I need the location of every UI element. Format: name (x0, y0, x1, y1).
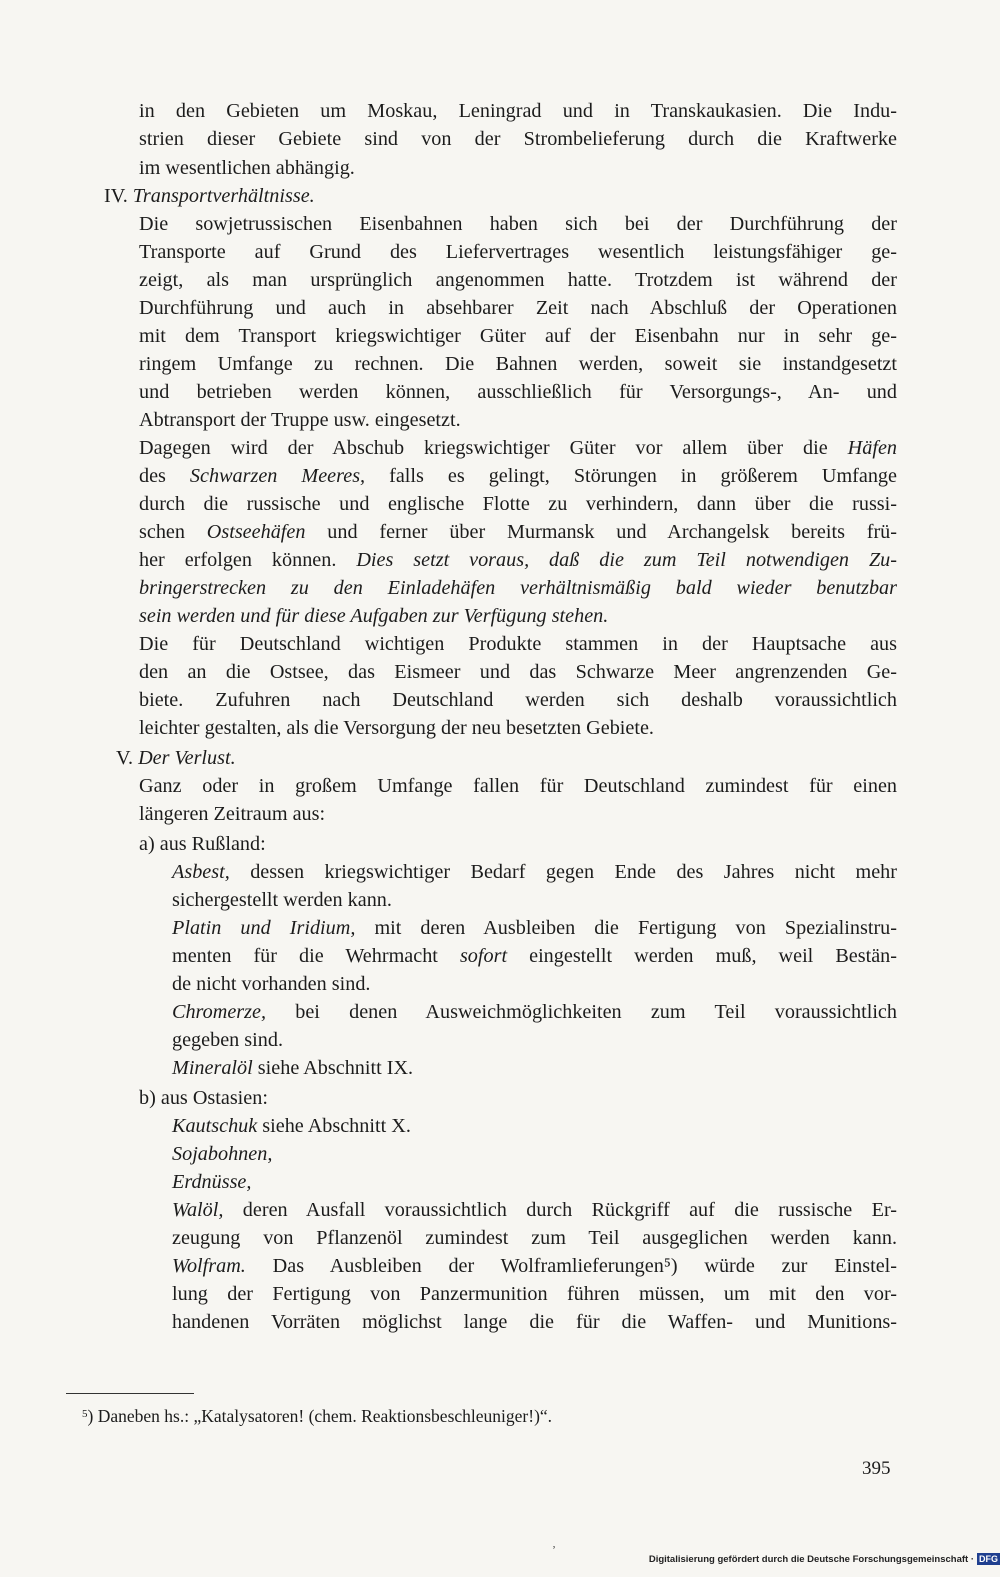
footnote-marker: 5 (82, 1408, 88, 1420)
text-line: gegeben sind. (172, 1029, 284, 1051)
text-line: Durchführung und auch in absehbarer Zeit nach Abschluß der Operationen (139, 297, 897, 319)
text-run: siehe Abschnitt X. (257, 1115, 411, 1137)
text-run: IV. (104, 185, 133, 207)
text-line: und betrieben werden können, ausschließlich für Versorgungs-, An- und (139, 381, 897, 403)
text-run: eingestellt werden muß, weil Bestän- (507, 945, 897, 967)
text-run: her erfolgen können. (139, 549, 357, 571)
italic-run: Wolfram. (172, 1255, 246, 1277)
italic-run: Walöl, (172, 1199, 224, 1221)
text-run: schen (139, 521, 207, 543)
text-line (139, 466, 897, 486)
text-run: und ferner über Murmansk und Archangelsk bereits frü- (305, 521, 897, 543)
text-line: de nicht vorhanden sind. (172, 973, 371, 995)
italic-run: Dies setzt voraus, daß die zum Teil notwendigen Zu- (356, 549, 897, 571)
italic-run: Kautschuk (172, 1115, 258, 1137)
text-run: falls es gelingt, Störungen in größerem Umfange (365, 465, 897, 487)
italic-run: sofort (459, 945, 508, 967)
text-line: sichergestellt werden kann. (172, 889, 392, 911)
text-line (104, 186, 315, 206)
digitization-credit: Digitalisierung gefördert durch die Deutsche Forschungsgemeinschaft · (648, 1553, 974, 1565)
italic-run: Asbest, (172, 861, 230, 883)
digitization-footer (606, 1551, 1000, 1567)
text-line (139, 522, 897, 542)
text-line: b) aus Ostasien: (139, 1087, 268, 1109)
text-run: Das Ausbleiben der Wolframlieferungen⁵) würde zur Einstel- (245, 1255, 897, 1277)
text-line (172, 946, 897, 966)
text-line (172, 862, 897, 882)
text-line (139, 550, 897, 570)
text-run: menten für die Wehrmacht (172, 945, 460, 967)
italic-run: Transportverhältnisse. (132, 185, 315, 207)
italic-run: Chromerze, (172, 1001, 267, 1023)
text-line (172, 1256, 897, 1276)
text-line: im wesentlichen abhängig. (139, 157, 355, 179)
text-line: den an die Ostsee, das Eismeer und das Schwarze Meer angrenzenden Ge- (139, 661, 897, 683)
text-line: zeigt, als man ursprünglich angenommen hatte. Trotzdem ist während der (139, 269, 897, 291)
text-line (172, 1172, 251, 1192)
italic-run: Schwarzen Meeres, (189, 465, 366, 487)
italic-run: Mineralöl (172, 1057, 253, 1079)
text-line (172, 1144, 272, 1164)
text-line: biete. Zufuhren nach Deutschland werden sich deshalb voraussichtlich (139, 689, 897, 711)
italic-run: Der Verlust. (138, 747, 236, 769)
text-line: Abtransport der Truppe usw. eingesetzt. (139, 409, 461, 431)
text-line (139, 578, 897, 598)
dfg-logo: DFG (979, 1554, 998, 1564)
text-line (172, 1058, 413, 1078)
text-line: in den Gebieten um Moskau, Leningrad und in Transkaukasien. Die Indu- (139, 100, 897, 122)
text-line: längeren Zeitraum aus: (139, 803, 326, 825)
text-run: bei denen Ausweichmöglichkeiten zum Teil voraussichtlich (266, 1001, 897, 1023)
footnote-rule (66, 1393, 194, 1394)
footnote-text: ) Daneben hs.: „Katalysatoren! (chem. Reaktionsbeschleuniger!)“. (87, 1406, 553, 1426)
text-line (139, 606, 608, 626)
text-line: leichter gestalten, als die Versorgung der neu besetzten Gebiete. (139, 717, 654, 739)
italic-run: sein werden und für diese Aufgaben zur Verfügung stehen. (139, 605, 609, 627)
text-run: dessen kriegswichtiger Bedarf gegen Ende des Jahres nicht mehr (229, 861, 897, 883)
italic-run: Erdnüsse, (172, 1171, 252, 1193)
text-line: handenen Vorräten möglichst lange die für die Waffen- und Munitions- (172, 1311, 897, 1333)
text-line (172, 1116, 411, 1136)
text-line (172, 1200, 897, 1220)
text-run: mit deren Ausbleiben die Fertigung von Spezialinstru- (355, 917, 897, 939)
text-line: strien dieser Gebiete sind von der Strombelieferung durch die Kraftwerke (139, 128, 897, 150)
text-line (172, 1002, 897, 1022)
italic-run: Platin und Iridium, (172, 917, 356, 939)
text-run: V. (116, 747, 139, 769)
text-line: Die sowjetrussischen Eisenbahnen haben sich bei der Durchführung der (139, 213, 897, 235)
italic-run: bringerstrecken zu den Einladehäfen verhältnismäßig bald wieder benutzbar (139, 577, 897, 599)
text-line: mit dem Transport kriegswichtiger Güter auf der Eisenbahn nur in sehr ge- (139, 325, 897, 347)
text-run: deren Ausfall voraussichtlich durch Rückgriff auf die russische Er- (223, 1199, 897, 1221)
text-line (139, 438, 897, 458)
text-line: durch die russische und englische Flotte zu verhindern, dann über die russi- (139, 493, 897, 515)
text-run: siehe Abschnitt IX. (252, 1057, 414, 1079)
text-line (116, 748, 236, 768)
text-line: Ganz oder in großem Umfange fallen für Deutschland zumindest für einen (139, 775, 897, 797)
text-line: a) aus Rußland: (139, 833, 266, 855)
text-run: des (139, 465, 190, 487)
text-run: Dagegen wird der Abschub kriegswichtiger Güter vor allem über die (139, 437, 848, 459)
stray-mark: ‚ (552, 1536, 556, 1550)
text-line: lung der Fertigung von Panzermunition führen müssen, um mit den vor- (172, 1283, 897, 1305)
text-line: zeugung von Pflanzenöl zumindest zum Teil ausgeglichen werden kann. (172, 1227, 897, 1249)
italic-run: Ostseehäfen (206, 521, 306, 543)
text-line: Die für Deutschland wichtigen Produkte stammen in der Hauptsache aus (139, 633, 897, 655)
italic-run: Sojabohnen, (172, 1143, 273, 1165)
italic-run: Häfen (847, 437, 897, 459)
text-line: ringem Umfange zu rechnen. Die Bahnen werden, soweit sie instandgesetzt (139, 353, 897, 375)
page-number: 395 (862, 1458, 891, 1479)
footnote (82, 1406, 552, 1427)
text-line: Transporte auf Grund des Liefervertrages wesentlich leistungsfähiger ge- (139, 241, 897, 263)
text-line (172, 918, 897, 938)
